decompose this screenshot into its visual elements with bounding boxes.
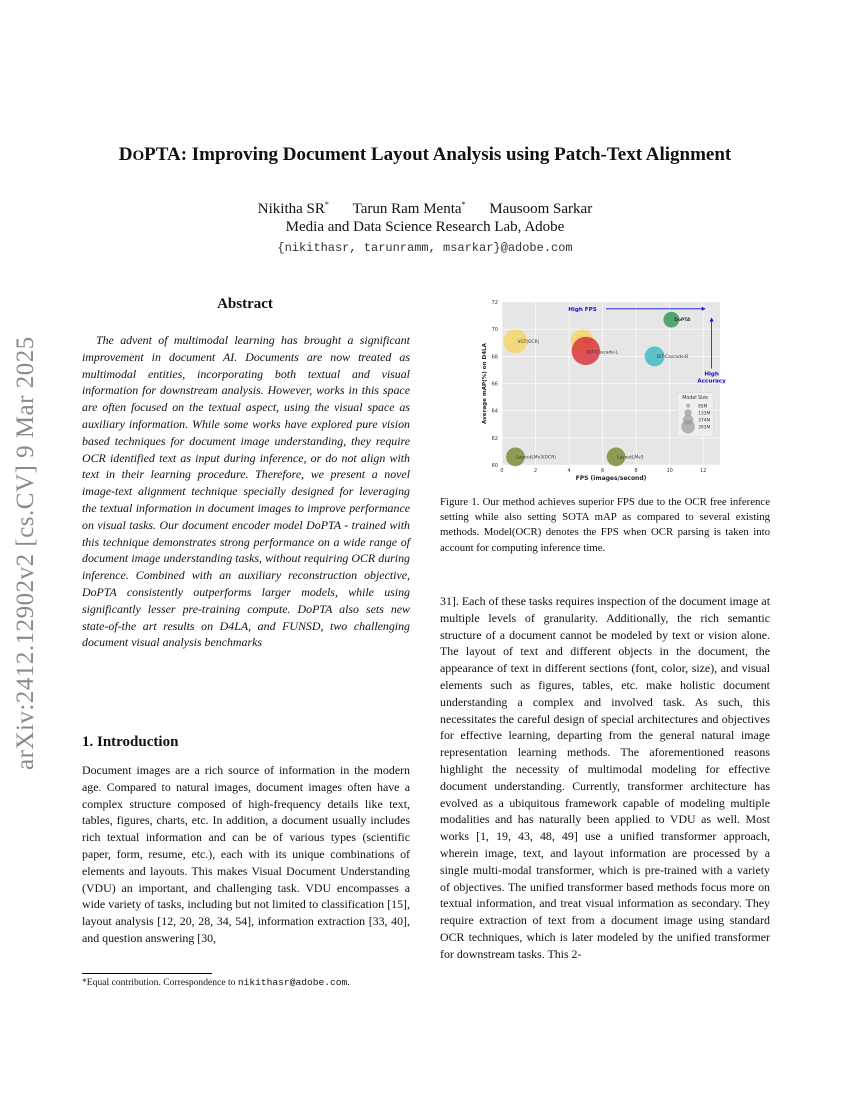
- author-emails: {nikithasr, tarunramm, msarkar}@adobe.com: [277, 241, 573, 255]
- data-point-label: VGT(OCR): [517, 339, 540, 345]
- x-axis-label: FPS (images/second): [575, 475, 647, 482]
- y-axis-label: Average mAP(%) on D4LA: [482, 343, 488, 424]
- data-point-label: DiT-Cascade-L: [586, 350, 618, 356]
- data-point-label: LayoutLMv3(OCR): [516, 455, 556, 461]
- data-point-label: DoPTA: [674, 318, 691, 324]
- y-tick-label: 68: [491, 354, 498, 361]
- data-point-label: LayoutLMv3: [617, 455, 644, 461]
- footnote: *Equal contribution. Correspondence to nikithasr@adobe.com.: [82, 977, 350, 988]
- affiliation: Media and Data Science Research Lab, Adobe: [285, 219, 565, 235]
- x-tick-label: 6: [601, 468, 605, 474]
- x-tick-label: 12: [700, 468, 707, 474]
- legend-entry: 374M: [698, 418, 711, 424]
- y-tick-label: 64: [491, 408, 498, 415]
- x-tick-label: 0: [500, 468, 504, 474]
- y-tick-label: 60: [491, 463, 498, 469]
- high-accuracy-annotation: High: [704, 371, 719, 378]
- author: Tarun Ram Menta*: [352, 200, 466, 217]
- footnote-rule: [82, 973, 212, 974]
- footnote-email-link[interactable]: nikithasr@adobe.com: [237, 977, 348, 988]
- y-tick-label: 70: [491, 327, 498, 334]
- author-list: [60, 200, 790, 218]
- author: Mausoom Sarkar: [489, 201, 593, 217]
- x-tick-label: 2: [533, 468, 538, 474]
- author: Nikitha SR*: [257, 200, 329, 217]
- arxiv-stamp: arXiv:2412.12902v2 [cs.CV] 9 Mar 2025: [12, 336, 39, 770]
- legend-title: Model Size: [682, 395, 708, 401]
- y-tick-label: 62: [491, 435, 498, 442]
- x-tick-label: 8: [634, 468, 638, 474]
- section-heading: 1. Introduction: [82, 734, 179, 750]
- legend-entry: 133M: [698, 411, 711, 417]
- legend-entry: 393M: [698, 425, 711, 431]
- intro-right-column: 31]. Each of these tasks requires inspection of the document image at multiple levels of granularity. Additionally, the rich semantic structure of a document cannot be modeled by text or vision alone. The layout of text and different objects in the document, the appearance of text in different sections (font, color, size), and visual elements such as figures, tables, etc. make holistic document understanding a complex and involved task. As such, this necessitates the careful design of special architectures and objectives for effective learning, departing from the general natural image representation learning methods. The aforementioned reasons highlight the necessity of multimodal modeling for effective document understanding. Currently, transformer architecture has evolved as a ubiquitous framework capable of modeling multiple modalities and has naturally been applied to VDU as well. Most works [1, 19, 43, 48, 49] use a unified transformer approach, wherein image, text, and layout information are processed by a single multi-modal transformer, which is pre-trained with a variety of objectives. The unified transformer based methods focus more on textual information, and treat visual information as secondary. They require extraction of text from a document image using standard OCR techniques, which is later modeled by the unified transformer for downstream tasks. This 2-: [440, 594, 770, 961]
- footnote-text: *Equal contribution. Correspondence to: [82, 977, 238, 988]
- high-accuracy-annotation: Accuracy: [697, 378, 726, 385]
- abstract-heading: Abstract: [217, 296, 273, 312]
- x-tick-label: 4: [567, 468, 571, 474]
- figure-caption: Figure 1. Our method achieves superior FPS due to the OCR free inference setting while also setting SOTA mAP as compared to several existing methods. Model(OCR) denotes the FPS when OCR parsing is taken into account for computing inference time.: [440, 496, 770, 554]
- figure-1-chart: [478, 298, 728, 483]
- data-point-label: DiT-Cascade-B: [656, 354, 689, 360]
- intro-left-column: Document images are a rich source of information in the modern age. Compared to natural images, document images often have a complex structure composed of high-frequency details like text, tables, figures, charts, etc. In addition, a document usually includes rich textual information and can be of various types (scientific paper, form, resume, etc.), each with its unique combinations of elements and layouts. This makes Visual Document Understanding (VDU) an important, and challenging task. VDU encompasses a wide variety of tasks, including but not limited to classification [15], layout analysis [12, 20, 28, 34, 54], information extraction [33, 40], and question answering [30,: [82, 763, 410, 945]
- legend-entry: 85M: [698, 404, 708, 410]
- high-fps-annotation: High FPS: [568, 306, 597, 313]
- legend-marker: [686, 404, 690, 408]
- y-tick-label: 66: [491, 381, 498, 388]
- x-tick-label: 10: [666, 468, 673, 474]
- abstract-body: The advent of multimodal learning has brought a significant improvement in document AI. Documents are now treated as multimodal entities, incorporating both textual and visual information for downstream analysis. However, works in this space are often focused on the textual aspect, using the visual space as auxiliary information. While some works have explored pure vision based techniques for document image understanding, they require OCR identified text as input during inference, or do not align with text in their learning procedure. Therefore, we present a novel image-text alignment technique specially designed for leveraging the textual information in document images to improve performance on visual tasks. Our document encoder model DoPTA - trained with this technique demonstrates strong performance on a wide range of document image understanding tasks, without requiring OCR during inference. Combined with an auxiliary reconstruction objective, DoPTA consistently outperforms larger models, while using significantly lesser pre-training compute. DoPTA also sets new state-of-the art results on D4LA, and FUNSD, two challenging document visual analysis benchmarks: [82, 333, 410, 650]
- legend-marker: [681, 420, 695, 434]
- paper-title: DOPTA: Improving Document Layout Analysis using Patch-Text Alignment: [118, 144, 732, 165]
- y-tick-label: 72: [491, 300, 498, 306]
